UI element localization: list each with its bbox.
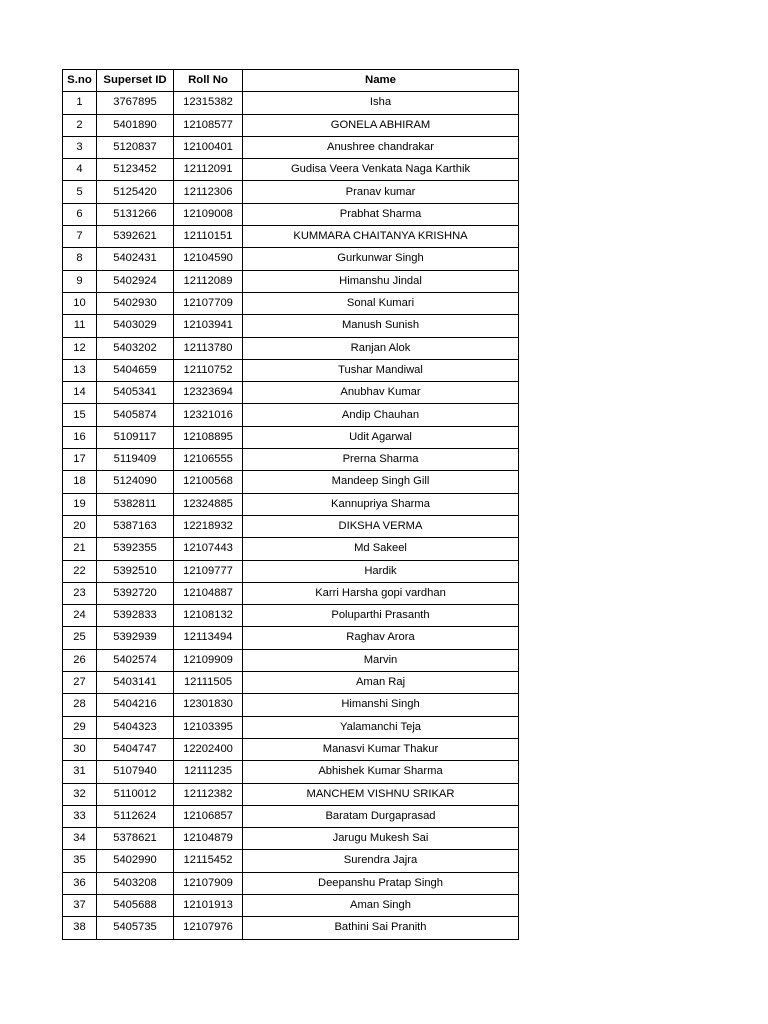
table-row [63, 605, 519, 627]
cell-roll-no: 12112306 [174, 181, 243, 203]
table-row [63, 627, 519, 649]
cell-sno: 20 [63, 515, 97, 537]
cell-superset-id: 5109117 [97, 426, 174, 448]
table-row [63, 716, 519, 738]
cell-name: Bathini Sai Pranith [243, 917, 519, 939]
cell-roll-no: 12100401 [174, 136, 243, 158]
cell-sno: 7 [63, 226, 97, 248]
cell-name: Aman Raj [243, 672, 519, 694]
cell-roll-no: 12111505 [174, 672, 243, 694]
table-row [63, 694, 519, 716]
cell-name: Hardik [243, 560, 519, 582]
cell-sno: 14 [63, 382, 97, 404]
table-row [63, 181, 519, 203]
cell-roll-no: 12104879 [174, 828, 243, 850]
table-row [63, 850, 519, 872]
cell-sno: 27 [63, 672, 97, 694]
table-row [63, 382, 519, 404]
cell-sno: 30 [63, 738, 97, 760]
cell-superset-id: 5405874 [97, 404, 174, 426]
table-row [63, 582, 519, 604]
cell-name: Poluparthi Prasanth [243, 605, 519, 627]
cell-roll-no: 12107976 [174, 917, 243, 939]
cell-superset-id: 5405341 [97, 382, 174, 404]
cell-superset-id: 5402990 [97, 850, 174, 872]
table-row [63, 917, 519, 939]
cell-sno: 33 [63, 805, 97, 827]
cell-name: Abhishek Kumar Sharma [243, 761, 519, 783]
cell-sno: 35 [63, 850, 97, 872]
cell-sno: 21 [63, 538, 97, 560]
student-sheet [62, 69, 519, 940]
table-row [63, 92, 519, 114]
table-row [63, 337, 519, 359]
cell-name: Md Sakeel [243, 538, 519, 560]
cell-name: Mandeep Singh Gill [243, 471, 519, 493]
cell-roll-no: 12106857 [174, 805, 243, 827]
table-row [63, 315, 519, 337]
cell-sno: 11 [63, 315, 97, 337]
cell-name: Prerna Sharma [243, 449, 519, 471]
cell-superset-id: 5123452 [97, 159, 174, 181]
table-header [63, 70, 519, 92]
cell-sno: 8 [63, 248, 97, 270]
cell-sno: 28 [63, 694, 97, 716]
cell-roll-no: 12112091 [174, 159, 243, 181]
table-row [63, 515, 519, 537]
cell-superset-id: 5403208 [97, 872, 174, 894]
cell-roll-no: 12324885 [174, 493, 243, 515]
header-superset-id: Superset ID [97, 70, 174, 92]
cell-roll-no: 12111235 [174, 761, 243, 783]
cell-roll-no: 12109909 [174, 649, 243, 671]
table-row [63, 159, 519, 181]
cell-superset-id: 5392510 [97, 560, 174, 582]
cell-superset-id: 5392355 [97, 538, 174, 560]
cell-sno: 22 [63, 560, 97, 582]
table-row [63, 672, 519, 694]
table-row [63, 894, 519, 916]
cell-sno: 18 [63, 471, 97, 493]
cell-name: Surendra Jajra [243, 850, 519, 872]
cell-sno: 24 [63, 605, 97, 627]
cell-name: Ranjan Alok [243, 337, 519, 359]
cell-name: Himanshu Jindal [243, 270, 519, 292]
cell-superset-id: 5392621 [97, 226, 174, 248]
cell-superset-id: 5404216 [97, 694, 174, 716]
cell-superset-id: 5403141 [97, 672, 174, 694]
header-roll-no: Roll No [174, 70, 243, 92]
table-row [63, 226, 519, 248]
cell-name: Kannupriya Sharma [243, 493, 519, 515]
cell-sno: 32 [63, 783, 97, 805]
cell-sno: 38 [63, 917, 97, 939]
cell-sno: 12 [63, 337, 97, 359]
cell-sno: 23 [63, 582, 97, 604]
cell-name: GONELA ABHIRAM [243, 114, 519, 136]
cell-superset-id: 5110012 [97, 783, 174, 805]
cell-name: Sonal Kumari [243, 292, 519, 314]
cell-roll-no: 12104887 [174, 582, 243, 604]
table-row [63, 538, 519, 560]
cell-superset-id: 5119409 [97, 449, 174, 471]
table-row [63, 270, 519, 292]
cell-superset-id: 5107940 [97, 761, 174, 783]
cell-superset-id: 5392833 [97, 605, 174, 627]
cell-name: Manasvi Kumar Thakur [243, 738, 519, 760]
cell-roll-no: 12113494 [174, 627, 243, 649]
cell-roll-no: 12107909 [174, 872, 243, 894]
cell-roll-no: 12103395 [174, 716, 243, 738]
cell-superset-id: 5402574 [97, 649, 174, 671]
cell-sno: 3 [63, 136, 97, 158]
cell-roll-no: 12109008 [174, 203, 243, 225]
cell-roll-no: 12323694 [174, 382, 243, 404]
cell-superset-id: 5404323 [97, 716, 174, 738]
cell-roll-no: 12107709 [174, 292, 243, 314]
cell-superset-id: 3767895 [97, 92, 174, 114]
cell-name: Aman Singh [243, 894, 519, 916]
cell-roll-no: 12301830 [174, 694, 243, 716]
cell-name: DIKSHA VERMA [243, 515, 519, 537]
table-body [63, 92, 519, 939]
table-row [63, 203, 519, 225]
cell-sno: 15 [63, 404, 97, 426]
cell-sno: 16 [63, 426, 97, 448]
table-row [63, 761, 519, 783]
cell-name: Himanshi Singh [243, 694, 519, 716]
cell-name: Yalamanchi Teja [243, 716, 519, 738]
header-name: Name [243, 70, 519, 92]
cell-superset-id: 5404747 [97, 738, 174, 760]
cell-roll-no: 12100568 [174, 471, 243, 493]
table-row [63, 649, 519, 671]
cell-superset-id: 5405688 [97, 894, 174, 916]
cell-superset-id: 5392939 [97, 627, 174, 649]
cell-superset-id: 5403202 [97, 337, 174, 359]
table-row [63, 359, 519, 381]
cell-name: Prabhat Sharma [243, 203, 519, 225]
table-row [63, 738, 519, 760]
table-row [63, 471, 519, 493]
cell-superset-id: 5401890 [97, 114, 174, 136]
cell-roll-no: 12101913 [174, 894, 243, 916]
cell-roll-no: 12202400 [174, 738, 243, 760]
cell-superset-id: 5131266 [97, 203, 174, 225]
student-table [62, 69, 519, 940]
cell-roll-no: 12108577 [174, 114, 243, 136]
cell-superset-id: 5124090 [97, 471, 174, 493]
cell-sno: 29 [63, 716, 97, 738]
table-row [63, 114, 519, 136]
cell-superset-id: 5402431 [97, 248, 174, 270]
table-row [63, 136, 519, 158]
cell-superset-id: 5402930 [97, 292, 174, 314]
cell-superset-id: 5387163 [97, 515, 174, 537]
cell-roll-no: 12104590 [174, 248, 243, 270]
cell-superset-id: 5125420 [97, 181, 174, 203]
cell-sno: 2 [63, 114, 97, 136]
cell-name: Udit Agarwal [243, 426, 519, 448]
table-row [63, 493, 519, 515]
table-row [63, 872, 519, 894]
cell-sno: 13 [63, 359, 97, 381]
cell-roll-no: 12103941 [174, 315, 243, 337]
cell-sno: 34 [63, 828, 97, 850]
cell-name: Anubhav Kumar [243, 382, 519, 404]
cell-roll-no: 12321016 [174, 404, 243, 426]
cell-roll-no: 12108895 [174, 426, 243, 448]
cell-name: Raghav Arora [243, 627, 519, 649]
cell-name: Manush Sunish [243, 315, 519, 337]
cell-roll-no: 12218932 [174, 515, 243, 537]
cell-roll-no: 12106555 [174, 449, 243, 471]
cell-roll-no: 12112089 [174, 270, 243, 292]
table-row [63, 828, 519, 850]
cell-name: Gudisa Veera Venkata Naga Karthik [243, 159, 519, 181]
cell-name: MANCHEM VISHNU SRIKAR [243, 783, 519, 805]
cell-sno: 36 [63, 872, 97, 894]
cell-roll-no: 12107443 [174, 538, 243, 560]
table-row [63, 404, 519, 426]
cell-roll-no: 12315382 [174, 92, 243, 114]
cell-roll-no: 12109777 [174, 560, 243, 582]
cell-roll-no: 12110752 [174, 359, 243, 381]
cell-superset-id: 5112624 [97, 805, 174, 827]
cell-sno: 1 [63, 92, 97, 114]
cell-superset-id: 5378621 [97, 828, 174, 850]
cell-roll-no: 12108132 [174, 605, 243, 627]
table-row [63, 426, 519, 448]
cell-superset-id: 5404659 [97, 359, 174, 381]
cell-superset-id: 5405735 [97, 917, 174, 939]
cell-roll-no: 12112382 [174, 783, 243, 805]
cell-roll-no: 12115452 [174, 850, 243, 872]
cell-name: Jarugu Mukesh Sai [243, 828, 519, 850]
table-row [63, 560, 519, 582]
cell-name: Anushree chandrakar [243, 136, 519, 158]
cell-superset-id: 5403029 [97, 315, 174, 337]
header-sno: S.no [63, 70, 97, 92]
header-row [63, 70, 519, 92]
cell-roll-no: 12113780 [174, 337, 243, 359]
cell-name: Baratam Durgaprasad [243, 805, 519, 827]
table-row [63, 292, 519, 314]
table-row [63, 248, 519, 270]
cell-name: Andip Chauhan [243, 404, 519, 426]
cell-sno: 6 [63, 203, 97, 225]
cell-superset-id: 5382811 [97, 493, 174, 515]
table-row [63, 449, 519, 471]
cell-sno: 19 [63, 493, 97, 515]
cell-sno: 17 [63, 449, 97, 471]
cell-name: KUMMARA CHAITANYA KRISHNA [243, 226, 519, 248]
cell-name: Gurkunwar Singh [243, 248, 519, 270]
cell-sno: 25 [63, 627, 97, 649]
cell-superset-id: 5402924 [97, 270, 174, 292]
cell-sno: 9 [63, 270, 97, 292]
cell-name: Marvin [243, 649, 519, 671]
cell-sno: 37 [63, 894, 97, 916]
cell-name: Deepanshu Pratap Singh [243, 872, 519, 894]
cell-name: Tushar Mandiwal [243, 359, 519, 381]
cell-sno: 4 [63, 159, 97, 181]
cell-superset-id: 5120837 [97, 136, 174, 158]
cell-name: Pranav kumar [243, 181, 519, 203]
cell-sno: 26 [63, 649, 97, 671]
cell-name: Isha [243, 92, 519, 114]
cell-superset-id: 5392720 [97, 582, 174, 604]
cell-sno: 5 [63, 181, 97, 203]
cell-sno: 31 [63, 761, 97, 783]
cell-roll-no: 12110151 [174, 226, 243, 248]
table-row [63, 805, 519, 827]
cell-name: Karri Harsha gopi vardhan [243, 582, 519, 604]
table-row [63, 783, 519, 805]
cell-sno: 10 [63, 292, 97, 314]
